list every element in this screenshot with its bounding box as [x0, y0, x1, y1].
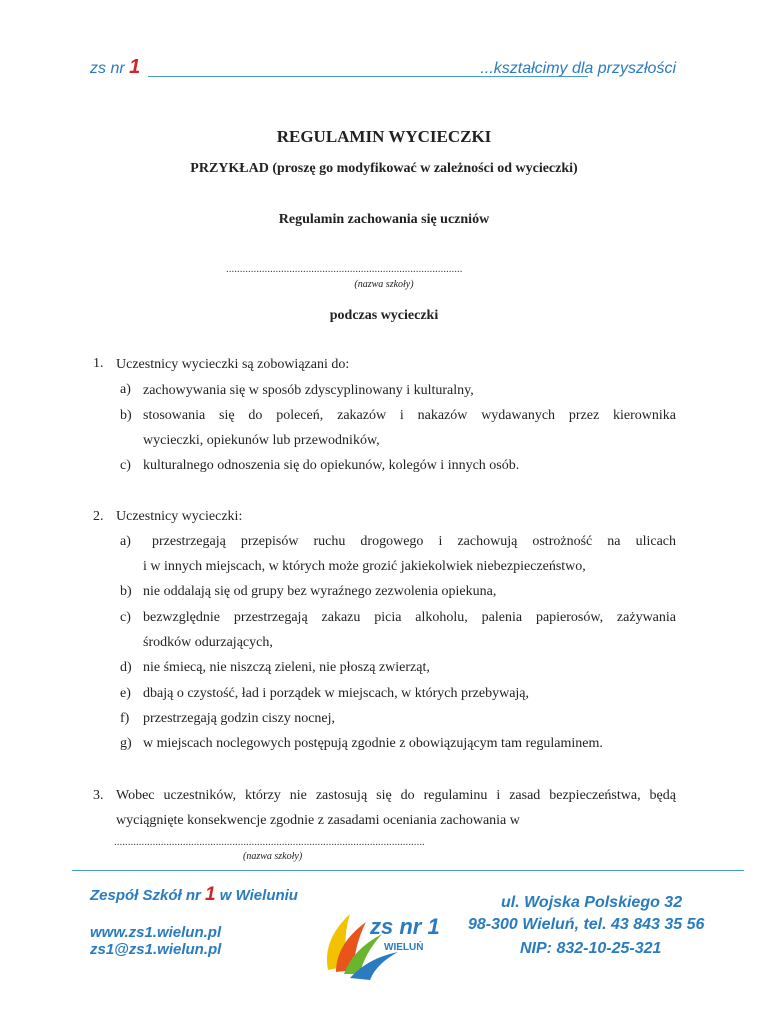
s2-c-line2: środków odurzających,	[143, 635, 273, 650]
s2-e-letter: e)	[120, 686, 131, 701]
s2-a-letter: a)	[120, 534, 131, 549]
school-name-note: (nazwa szkoły)	[354, 279, 414, 290]
s2-b-text: nie oddalają się od grupy bez wyraźnego zezwolenia opiekuna,	[143, 584, 497, 599]
s2-a-line1: przestrzegają przepisów ruchu drogowego i zachowują ostrożność na ulicach	[152, 534, 676, 549]
s3-number: 3.	[93, 788, 104, 803]
footer-email-link[interactable]: zs1@zs1.wielun.pl	[90, 941, 222, 958]
s1-c-text: kulturalnego odnoszenia się do opiekunów, kolegów i innych osób.	[143, 458, 520, 473]
s2-a-line2: i w innych miejscach, w których może grozić jakiekolwiek niebezpieczeństwo,	[143, 559, 586, 574]
header-school-mark	[90, 56, 140, 79]
s1-intro: Uczestnicy wycieczki są zobowiązani do:	[116, 357, 350, 372]
header-number: 1	[129, 56, 141, 78]
header-motto: ...kształcimy dla przyszłości	[480, 60, 676, 77]
logo-subtext: WIELUŃ	[384, 942, 424, 953]
s1-b-line1: stosowania się do poleceń, zakazów i nakazów wydawanych przez kierownika	[143, 408, 676, 423]
s2-e-text: dbają o czystość, ład i porządek w miejscach, w których przebywają,	[143, 686, 530, 701]
s2-f-letter: f)	[120, 711, 130, 726]
footer-website-link[interactable]: www.zs1.wielun.pl	[90, 924, 222, 941]
s1-a-text: zachowywania się w sposób zdyscyplinowany i kulturalny,	[143, 383, 474, 398]
s1-a-letter: a)	[120, 382, 131, 397]
logo-text: zs nr 1	[370, 914, 440, 939]
header-prefix: zs nr	[90, 60, 125, 77]
footer-school-prefix: Zespół Szkół nr	[90, 887, 201, 904]
during-trip-heading: podczas wycieczki	[329, 308, 439, 323]
footer-school-suffix: w Wieluniu	[219, 887, 298, 904]
s2-d-text: nie śmiecą, nie niszczą zieleni, nie płoszą zwierząt,	[143, 660, 430, 675]
s3-line1: Wobec uczestników, którzy nie zastosują się do regulaminu i zasad bezpieczeństwa, będą	[116, 788, 676, 803]
section-heading: Regulamin zachowania się uczniów	[278, 212, 490, 227]
s1-b-letter: b)	[120, 408, 132, 423]
s2-number: 2.	[93, 509, 104, 524]
footer-school-name	[90, 884, 298, 906]
s2-intro: Uczestnicy wycieczki:	[116, 509, 243, 524]
footer-nip: NIP: 832-10-25-321	[520, 940, 662, 957]
s2-b-letter: b)	[120, 584, 132, 599]
s1-c-letter: c)	[120, 458, 131, 473]
s3-school-note: (nazwa szkoły)	[243, 851, 303, 862]
document-title: REGULAMIN WYCIECZKI	[276, 127, 492, 146]
document-subtitle: PRZYKŁAD (proszę go modyfikować w zależności od wycieczki)	[190, 161, 578, 176]
school-logo	[320, 900, 450, 980]
footer-rule	[72, 870, 744, 871]
s1-b-line2: wycieczki, opiekunów lub przewodników,	[143, 433, 380, 448]
s2-c-line1: bezwzględnie przestrzegają zakazu picia alkoholu, palenia papierosów, zażywania	[143, 610, 676, 625]
s2-c-letter: c)	[120, 610, 131, 625]
s3-line2: wyciągnięte konsekwencje zgodnie z zasadami oceniania zachowania w	[116, 813, 520, 828]
s2-g-text: w miejscach noclegowych postępują zgodnie z obowiązującym tam regulaminem.	[143, 736, 603, 751]
footer-city-phone: 98-300 Wieluń, tel. 43 843 35 56	[468, 916, 705, 933]
s1-number: 1.	[93, 356, 104, 371]
footer-street: ul. Wojska Polskiego 32	[501, 894, 683, 911]
s2-f-text: przestrzegają godzin ciszy nocnej,	[143, 711, 336, 726]
footer-school-number: 1	[205, 884, 216, 905]
s2-g-letter: g)	[120, 736, 132, 751]
s3-school-blank: .................................................................................................................	[114, 836, 425, 848]
s2-d-letter: d)	[120, 660, 132, 675]
school-name-blank: ......................................................................................	[226, 263, 463, 275]
